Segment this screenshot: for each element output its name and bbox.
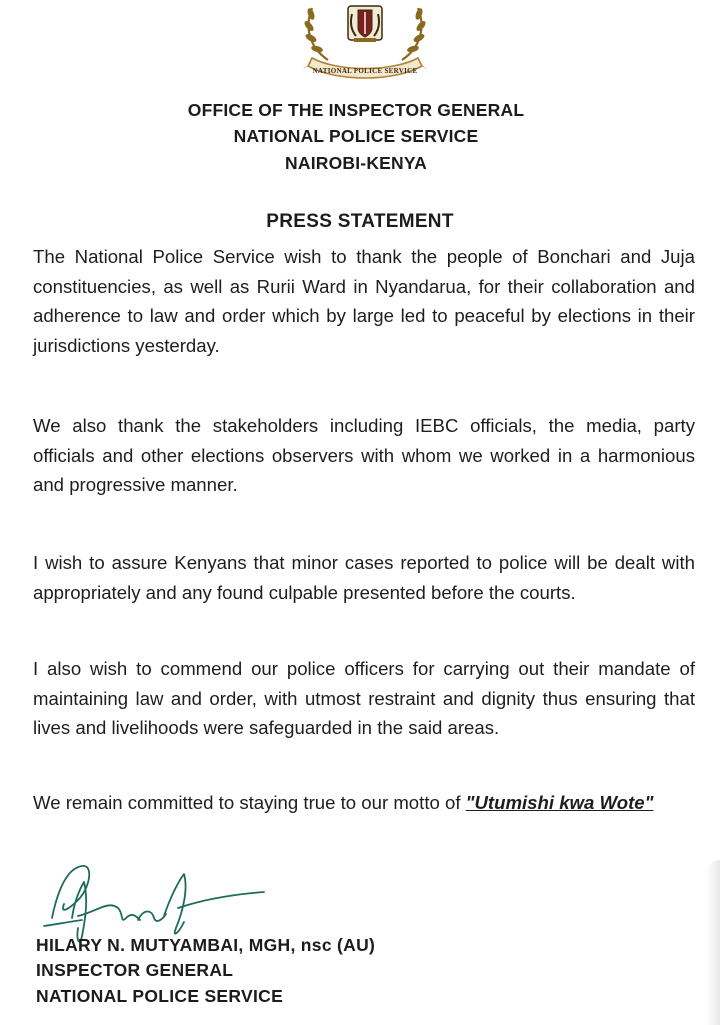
paragraph-5 bbox=[33, 788, 695, 818]
location: NAIROBI-KENYA bbox=[285, 153, 427, 173]
office-title: OFFICE OF THE INSPECTOR GENERAL bbox=[187, 100, 525, 120]
paragraph-3: I wish to assure Kenyans that minor cases reported to police will be dealt with appropriately and any found culpable presented before the courts. bbox=[33, 552, 695, 603]
page-edge-shadow bbox=[706, 860, 720, 1025]
signatory-title: INSPECTOR GENERAL bbox=[36, 960, 234, 980]
paragraph-2: We also thank the stakeholders including IEBC officials, the media, party officials and other elections observers with whom we worked in a harmonious and progressive manner. bbox=[33, 415, 695, 495]
paragraph-1: The National Police Service wish to thank the people of Bonchari and Juja constituencies, as well as Rurii Ward in Nyandarua, for their collaboration and adherence to law and order which by large led to peaceful by elections in their jurisdictions yesterday. bbox=[33, 246, 695, 356]
paragraph-4: I also wish to commend our police officers for carrying out their mandate of maintaining law and order, with utmost restraint and dignity thus ensuring that lives and livelihoods were safeguarded in the said areas. bbox=[33, 658, 695, 738]
national-police-service-emblem bbox=[298, 0, 432, 82]
document-title: PRESS STATEMENT bbox=[266, 211, 454, 232]
signatory-organization: NATIONAL POLICE SERVICE bbox=[36, 986, 284, 1006]
signatory-name: HILARY N. MUTYAMBAI, MGH, nsc (AU) bbox=[36, 935, 376, 955]
emblem-ribbon-text: NATIONAL POLICE SERVICE bbox=[312, 67, 418, 75]
organization-name: NATIONAL POLICE SERVICE bbox=[233, 126, 479, 146]
paragraph-5-text: We remain committed to staying true to our motto of bbox=[33, 792, 466, 813]
motto: "Utumishi kwa Wote" bbox=[465, 792, 654, 813]
